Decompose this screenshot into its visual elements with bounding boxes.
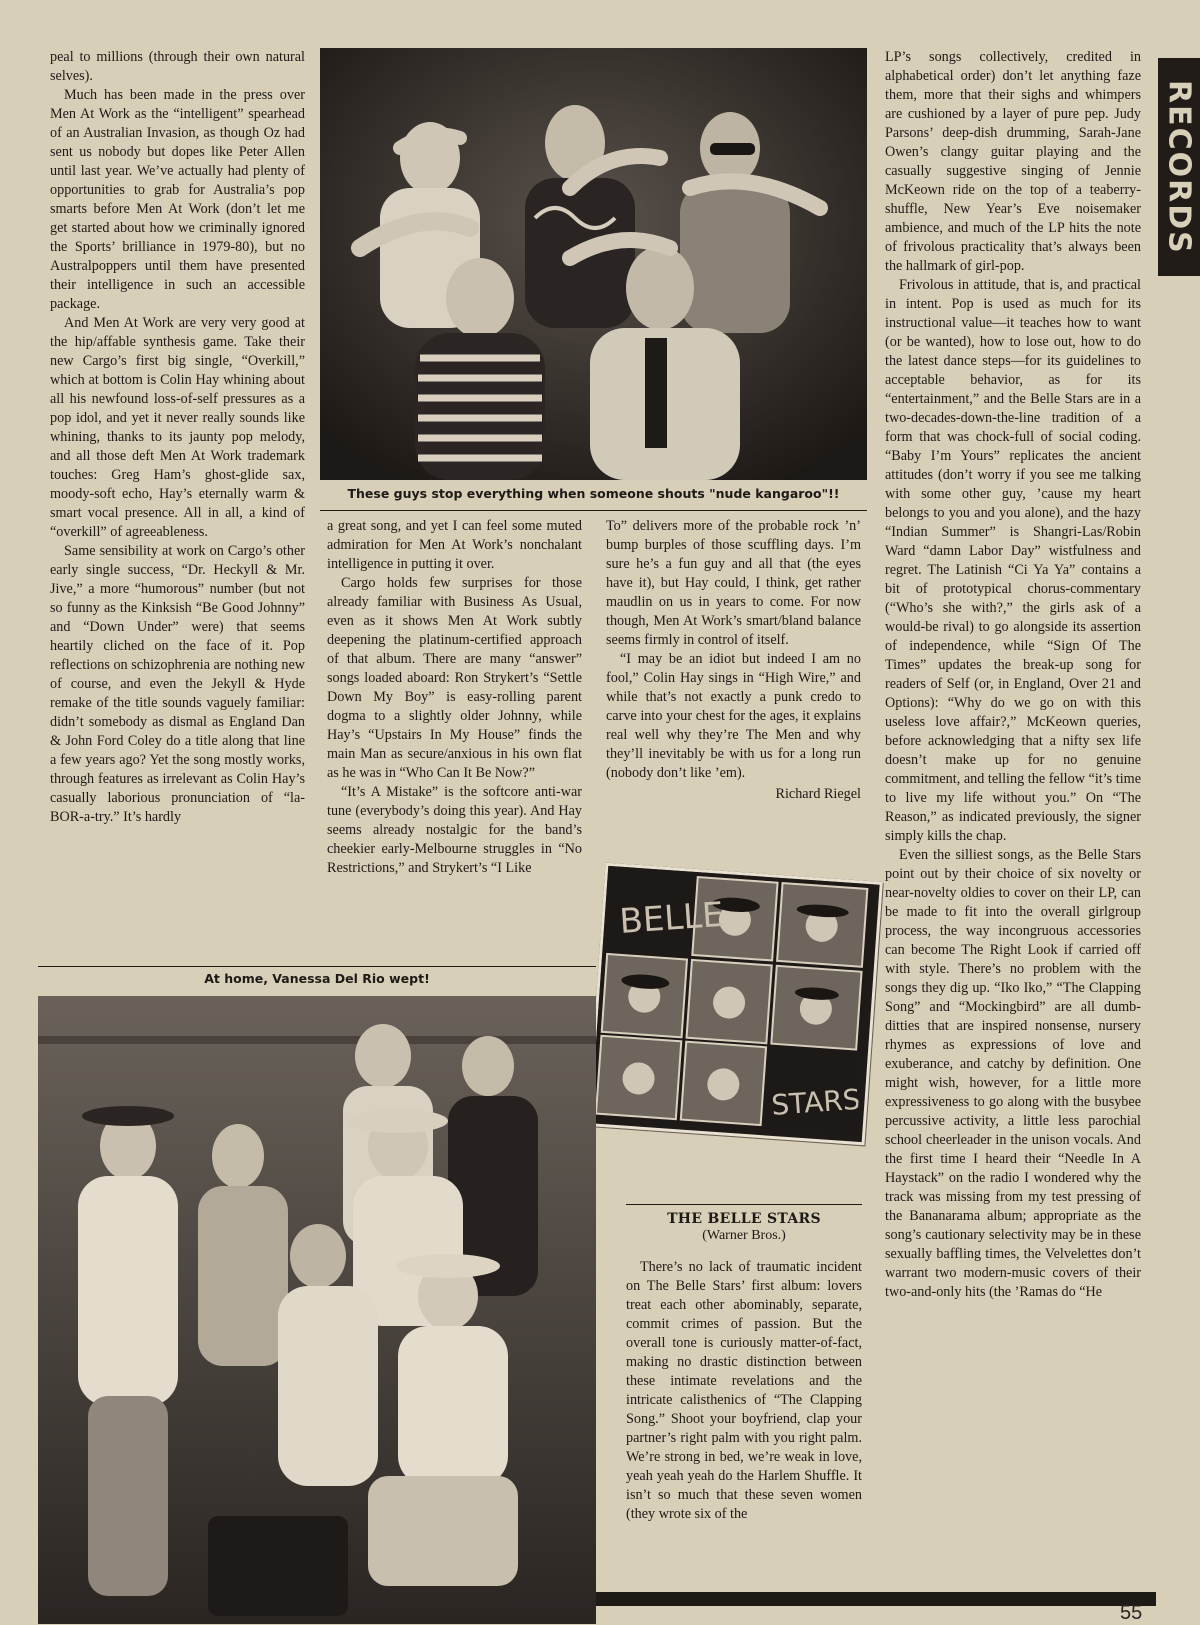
paragraph: Much has been made in the press over Men At Work as the “intelligent” spearhead of an Australian Invasion, as though Oz had sent us nobody but dopes like Peter Allen until last year. We’ve actually had plenty of opportunities to grab for Australia’s pop smarts before Men At Work (don’t let me get started about how we criminally ignored the Sports’ brilliance in 1979-80), but no Australpoppers until them have presented their intelligence in such an accessible package. bbox=[50, 87, 305, 312]
band-photo-illustration bbox=[38, 996, 596, 1624]
paragraph: “I may be an idiot but indeed I am no fool,” Colin Hay sings in “High Wire,” and while that’s not exactly a punk credo to carve into your chest for the ages, it explains real well why they’re The Men and why they’ll inevitably be with us for a long run (nobody don’t like ’em). bbox=[606, 651, 861, 781]
record-label: (Warner Bros.) bbox=[702, 1228, 786, 1243]
bottom-rule bbox=[596, 1592, 1156, 1606]
article-column-1 bbox=[50, 48, 305, 953]
article-column-5 bbox=[626, 1258, 862, 1588]
paragraph: To” delivers more of the probable rock ’n’ bump burples of those scuffling days. I’m sure he’s a fun guy and all that (the eyes have it), but Hay could, I think, get rather maudlin on us in years to come. For now though, Men At Work’s smart/bland balance seems firmly in control of itself. bbox=[606, 518, 861, 648]
paragraph: There’s no lack of traumatic incident on The Belle Stars’ first album: lovers treat each other abominably, separate, commit crimes of passion. But the overall tone is curiously matter-of-fact, making no drastic distinction between these intimate revelations and the intricate calisthenics of “The Clapping Song.” Shoot your boyfriend, clap your partner’s right palm with you right palm. We’re strong in bed, we’re weak in love, yeah yeah yeah do the Harlem Shuffle. It isn’t so much that these seven women (they wrote six of the bbox=[626, 1259, 862, 1522]
page-number: 55 bbox=[1120, 1602, 1143, 1624]
article-column-4 bbox=[885, 48, 1141, 1328]
paragraph: Even the silliest songs, as the Belle Stars point out by their choice of six novelty or near-novelty oldies to cover on their LP, can be made to fit into the overall girlgroup process, the way incongruous accessories can become The Right Look if carried off with style. There’s no problem with the songs they dig up. “Iko Iko,” “The Clapping Song” and “Mockingbird” are all dumb-ditties that are inspired nonsense, nursery rhymes as expressions of love and exuberance, and catchy by definition. One might wish, however, for a little more expressiveness to go along with the busybee percussive activity, a little less parochial school cheerleader in the unison vocals. And the first time I heard their “Needle In A Haystack” on the radio I wondered why the track was missing from my test pressing of the Bananarama album; appropriate as the song’s cautionary selectivity may be in these sexually baffling times, the Velvelettes don’t warrant two modern-music covers of their two-and-only hits (the ’Ramas do “He bbox=[885, 847, 1141, 1300]
band-photo-illustration bbox=[320, 48, 867, 480]
album-title-bottom: STARS bbox=[770, 1082, 862, 1122]
article-column-3 bbox=[606, 517, 861, 867]
section-tab-label: RECORDS bbox=[1161, 79, 1197, 255]
paragraph: Same sensibility at work on Cargo’s other early single success, “Dr. Heckyll & Mr. Jive,” a more “humorous” number (but not so funny as the Kinksish “Be Good Johnny” and “Down Under” were) that seems heartily cliched on the face of it. Pop reflections on schizophrenia are nothing new of course, and even the Jekyll & Hyde remake of the title sounds vaguely familiar: didn’t somebody as dismal as England Dan & John Ford Coley do a title along that line a few years ago? Yet the song mostly works, through features as irrelevant as Colin Hay’s casually laborious pronunciation of “la-BOR-a-try.” It’s hardly bbox=[50, 543, 305, 825]
photo-caption-belle-stars: At home, Vanessa Del Rio wept! bbox=[38, 966, 596, 991]
paragraph: peal to millions (through their own natural selves). bbox=[50, 49, 305, 84]
men-at-work-photo bbox=[320, 48, 867, 480]
paragraph: And Men At Work are very very good at the hip/affable synthesis game. Take their new Cargo’s first big single, “Overkill,” which at bottom is Colin Hay whining about all his newfound loss-of-self pressures as a pop idol, and yet it never really sounds like whining, thanks to its jaunty pop melody, and all those deft Men At Work trademark touches: Greg Ham’s ghost-glide sax, moody-soft echo, Hay’s eternally warm & smart vocal presence. All in all, a kind of “overkill” of agreeableness. bbox=[50, 315, 305, 540]
belle-stars-photo bbox=[38, 996, 596, 1624]
album-title-top: BELLE bbox=[618, 894, 725, 942]
section-tab-records bbox=[1158, 58, 1200, 276]
article-column-2 bbox=[327, 517, 582, 954]
byline: Richard Riegel bbox=[775, 786, 861, 802]
review-header bbox=[626, 1204, 862, 1244]
paragraph: LP’s songs collectively, credited in alphabetical order) don’t let anything faze them, more that their sighs and whimpers are cushioned by a layer of pure pep. Judy Parsons’ deep-dish drumming, Sarah-Jane Owen’s clangy guitar playing and the casually suggestive singing of Jennie McKeown ride on the top of a teaberry-shuffle, New Year’s Eve noisemaker ambience, and much of the LP hits the note of frivolous practicality that’s always been the hallmark of girl-pop. bbox=[885, 49, 1141, 274]
album-cover-art bbox=[591, 866, 874, 1136]
paragraph: a great song, and yet I can feel some muted admiration for Men At Work’s nonchalant intelligence in putting it over. bbox=[327, 518, 582, 572]
belle-stars-album-cover bbox=[587, 863, 883, 1146]
review-title: THE BELLE STARS bbox=[667, 1211, 821, 1227]
paragraph: Cargo holds few surprises for those already familiar with Business As Usual, even as it shows Men At Work subtly deepening the platinum-certified approach of that album. There are many “answer” songs loaded aboard: Ron Strykert’s “Settle Down My Boy” is easy-rolling parent dogma to a slightly older Johnny, while Hay’s “Upstairs In My House” finds the main Man as secure/anxious in his own flat as he was in “Who Can It Be Now?” bbox=[327, 575, 582, 781]
photo-caption-men-at-work: These guys stop everything when someone shouts "nude kangaroo"!! bbox=[320, 482, 867, 511]
paragraph: “It’s A Mistake” is the softcore anti-war tune (everybody’s doing this year). And Hay seems already nostalgic for the band’s cheekier early-Melbourne struggles in “No Restrictions,” and Strykert’s “I Like bbox=[327, 784, 582, 876]
paragraph: Frivolous in attitude, that is, and practical in intent. Pop is used as much for its instructional value—it teaches how to want (or be wanted), how to lose out, how to do the latest dance steps—for its guidelines to acceptable behavior, as for its “entertainment,” and the Belle Stars are in a two-decades-down-the-line tradition of a form that was chock-full of social coding. “Baby I’m Yours” replicates the ancient attitudes (don’t worry if you see me talking with some other guy, ’cause my heart belongs to you and you alone), and the hazy “Indian Summer” is Shangri-Las/Robin Ward “damn Labor Day” wistfulness and regret. The Latinish “Ci Ya Ya” contains a bit of prototypical chorus-commentary (“Who’s she with?,” the girls ask of a would-be rival) to go alongside its assertion of independence, while “Sign Of The Times” updates the break-up song for readers of Self (or, in England, Over 21 and Options): “Why do we go on with this useless love affair?,” McKeown queries, before acknowledging that a nifty sex life doesn’t make up for no genuine commitment, and telling the fellow “it’s time to live my life without you.” On “The Reason,” as indicated previously, the signer simply kills the chap. bbox=[885, 277, 1141, 844]
